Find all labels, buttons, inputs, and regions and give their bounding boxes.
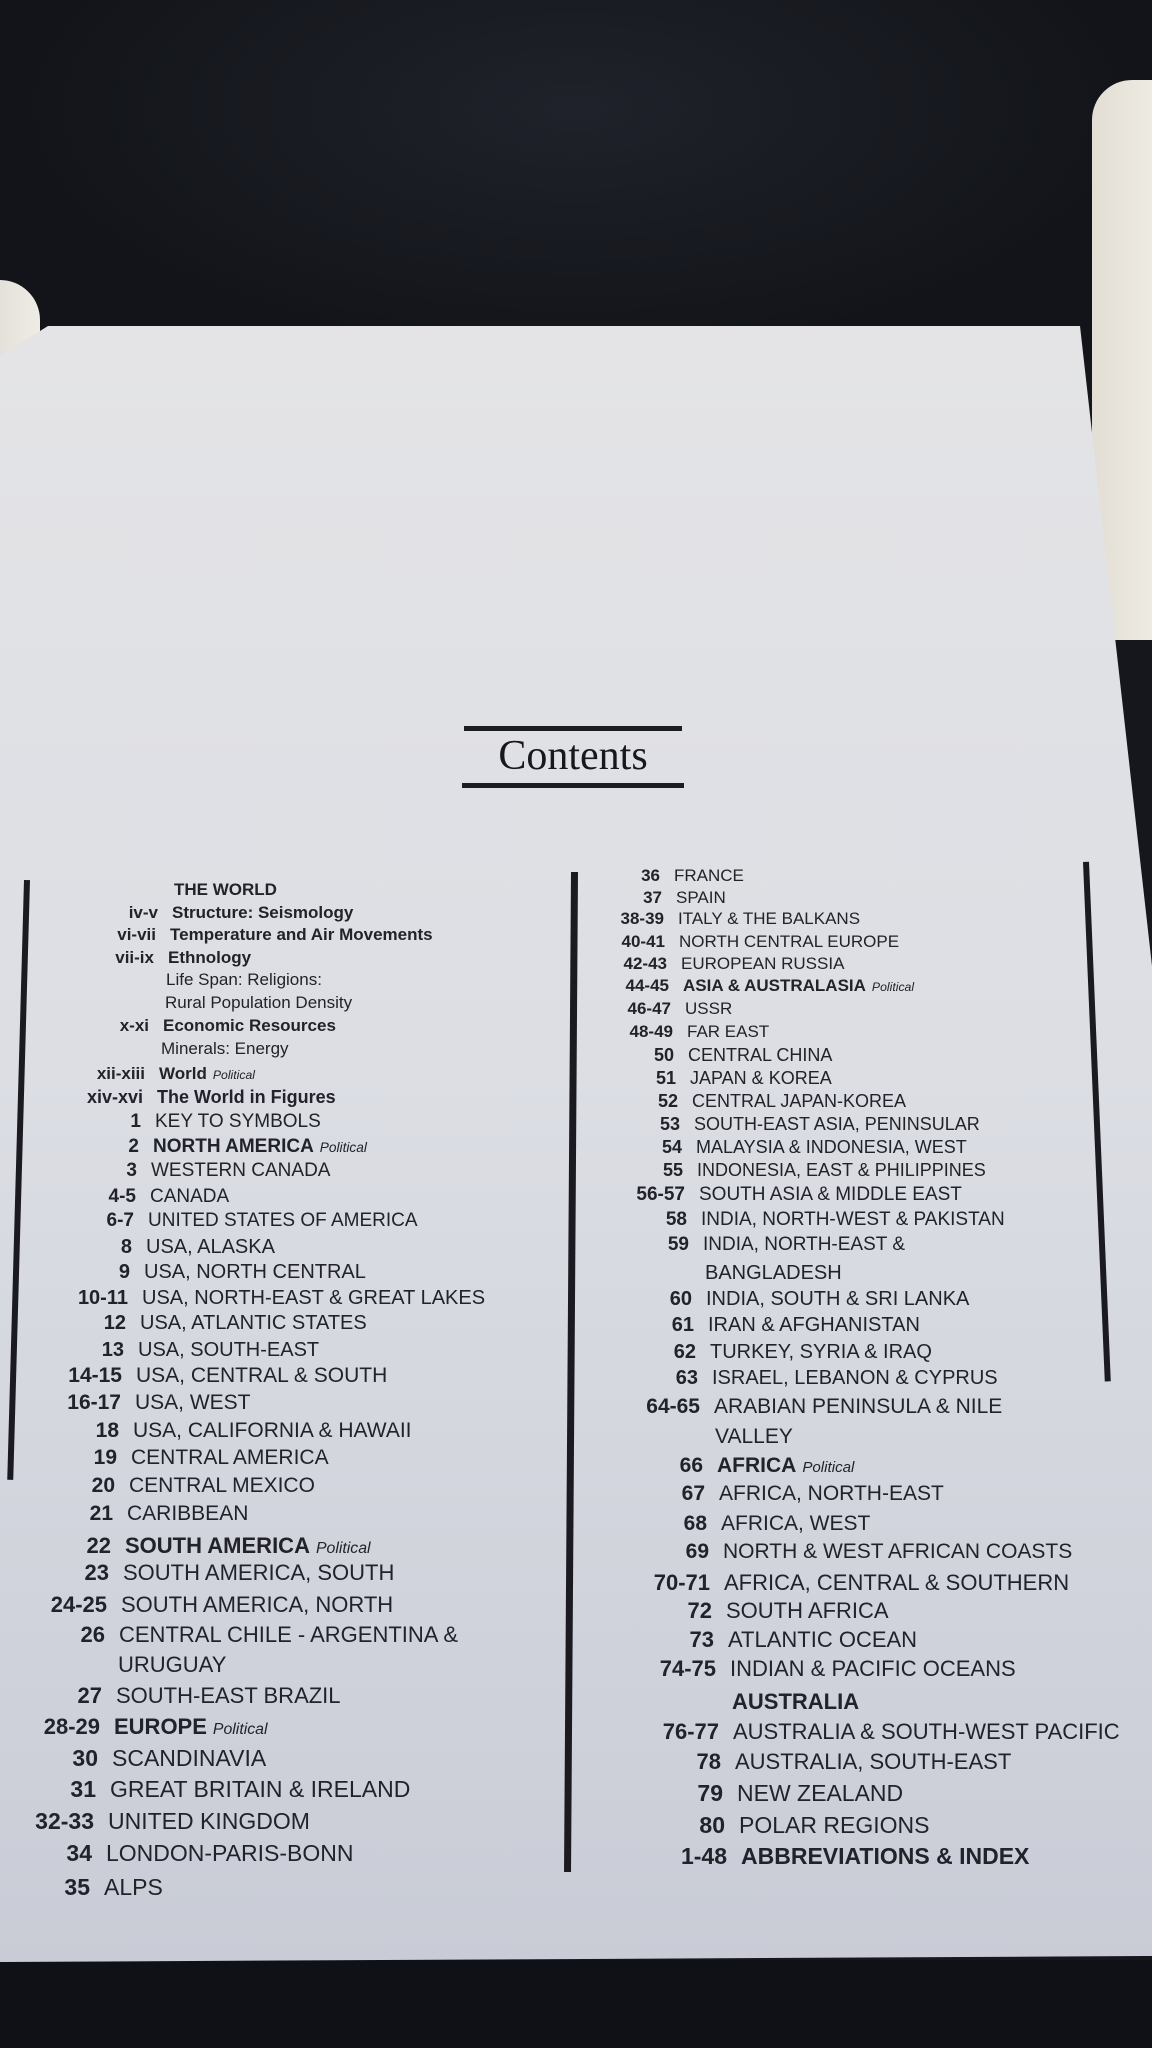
entry-title: IRAN & AFGHANISTAN <box>708 1314 920 1336</box>
contents-entry <box>689 1627 918 1653</box>
entry-title: CENTRAL MEXICO <box>129 1474 315 1497</box>
page-number: 38-39 <box>620 909 664 928</box>
page-number: 62 <box>673 1341 696 1363</box>
entry-title: ALPS <box>104 1874 163 1900</box>
page-number: 42-43 <box>623 954 667 973</box>
page-number: 22 <box>86 1533 111 1558</box>
contents-entry <box>126 1160 331 1182</box>
page-number: 36 <box>641 866 660 885</box>
entry-title: ABBREVIATIONS & INDEX <box>741 1843 1030 1869</box>
contents-entry <box>620 909 861 929</box>
entry-title: ISRAEL, LEBANON & CYPRUS <box>712 1367 998 1389</box>
entry-title: GREAT BRITAIN & IRELAND <box>110 1776 411 1802</box>
entry-title: EUROPEAN RUSSIA <box>681 954 845 973</box>
entry-title: USA, SOUTH-EAST <box>138 1339 320 1361</box>
entry-title: NEW ZEALAND <box>737 1780 904 1806</box>
contents-entry <box>43 1714 268 1740</box>
page-number: 9 <box>118 1261 130 1283</box>
contents-entry <box>623 954 845 974</box>
contents-entry <box>108 1186 230 1208</box>
page-title: Contents <box>498 733 648 779</box>
page-number: 44-45 <box>625 976 669 995</box>
contents-entry <box>72 1745 267 1772</box>
page-number: 79 <box>697 1780 723 1806</box>
contents-entry <box>93 1446 329 1470</box>
page-number: x-xi <box>119 1016 149 1035</box>
page-number: 20 <box>91 1474 115 1497</box>
page-number: 23 <box>84 1560 109 1585</box>
page-number: 59 <box>667 1234 689 1255</box>
contents-entry <box>95 1419 412 1443</box>
contents-entry <box>101 1339 320 1362</box>
entry-title: NORTH CENTRAL EUROPE <box>679 932 900 951</box>
entry-title: AUSTRALIA <box>732 1689 860 1714</box>
page-number: 60 <box>669 1288 692 1310</box>
page-number: 70-71 <box>653 1570 710 1595</box>
entry-title: SPAIN <box>676 888 726 907</box>
page-number: 4-5 <box>108 1186 136 1207</box>
entry-title: SCANDINAVIA <box>112 1745 267 1771</box>
entry-title: AFRICA, CENTRAL & SOUTHERN <box>724 1570 1070 1595</box>
entry-title: CENTRAL JAPAN-KOREA <box>692 1091 907 1111</box>
contents-entry <box>120 1236 275 1259</box>
page-number: 28-29 <box>43 1714 100 1739</box>
contents-entry <box>665 1209 1005 1231</box>
entry-title: MALAYSIA & INDONESIA, WEST <box>696 1137 967 1157</box>
page-number: xiv-xvi <box>86 1087 143 1107</box>
contents-entry <box>86 1533 371 1559</box>
entry-title: TURKEY, SYRIA & IRAQ <box>710 1341 932 1363</box>
page-number: 76-77 <box>662 1719 719 1744</box>
page-number: 55 <box>662 1160 683 1180</box>
contents-entry <box>705 1262 842 1285</box>
page-number: 66 <box>679 1454 703 1477</box>
entry-title: USA, NORTH CENTRAL <box>144 1261 366 1283</box>
contents-entry <box>68 1364 388 1388</box>
page-number: vii-ix <box>115 948 154 967</box>
page-number: 78 <box>696 1749 721 1774</box>
contents-entry <box>174 880 277 900</box>
contents-entry <box>621 932 900 952</box>
heading-rule-top <box>464 726 682 731</box>
entry-title: EUROPE <box>114 1714 207 1739</box>
page-number: xii-xiii <box>96 1064 145 1083</box>
contents-entry <box>115 948 252 968</box>
contents-heading <box>462 722 684 792</box>
page-number: 31 <box>70 1776 96 1802</box>
entry-title: URUGUAY <box>118 1652 227 1677</box>
contents-entry <box>697 1780 904 1807</box>
contents-entry <box>643 888 726 908</box>
entry-title: LONDON-PARIS-BONN <box>106 1840 354 1866</box>
contents-entry <box>89 1502 249 1526</box>
page-number: 54 <box>661 1137 682 1157</box>
contents-entry <box>636 1184 962 1206</box>
contents-entry <box>659 1656 1016 1682</box>
entry-title: NORTH AMERICA <box>153 1136 314 1157</box>
page-number: 69 <box>685 1540 709 1563</box>
contents-entry <box>96 1064 256 1084</box>
contents-entry <box>715 1425 793 1449</box>
entry-title: UNITED STATES OF AMERICA <box>148 1210 418 1231</box>
page-number: 48-49 <box>629 1022 673 1041</box>
page-number: 8 <box>120 1236 132 1258</box>
contents-entry <box>675 1367 998 1390</box>
page-number: vi-vii <box>117 925 156 944</box>
entry-title: SOUTH-EAST BRAZIL <box>116 1683 341 1708</box>
page-number: 27 <box>77 1683 102 1708</box>
page-number: 72 <box>687 1598 712 1623</box>
entry-title: INDIA, NORTH-EAST & <box>703 1234 905 1255</box>
contents-entry <box>696 1749 1012 1775</box>
page-number: 61 <box>671 1314 694 1336</box>
entry-title: SOUTH ASIA & MIDDLE EAST <box>699 1184 962 1205</box>
contents-entry <box>166 970 322 990</box>
page-number: 13 <box>101 1339 124 1361</box>
entry-title: CARIBBEAN <box>127 1502 249 1525</box>
page-number: 37 <box>643 888 662 907</box>
contents-entry <box>687 1598 889 1624</box>
contents-entry <box>680 1843 1030 1870</box>
contents-entry <box>669 1288 970 1311</box>
contents-entry <box>130 1111 321 1133</box>
contents-entry <box>119 1016 336 1036</box>
contents-entry <box>653 1570 1070 1596</box>
contents-entry <box>732 1689 859 1715</box>
contents-entry <box>128 903 354 923</box>
entry-title: SOUTH AMERICA <box>125 1533 310 1558</box>
page-number: 73 <box>689 1627 714 1652</box>
page-number: 32-33 <box>35 1808 94 1834</box>
contents-entry <box>77 1287 486 1310</box>
contents-entry <box>655 1068 832 1089</box>
contents-entry <box>671 1314 920 1337</box>
contents-entry <box>117 925 433 945</box>
entry-title: The World in Figures <box>157 1087 336 1107</box>
entry-title: THE WORLD <box>174 880 277 899</box>
entry-title: AFRICA, NORTH-EAST <box>719 1482 944 1505</box>
page-number: 21 <box>89 1502 113 1525</box>
entry-title: AFRICA <box>717 1454 797 1477</box>
entry-title: CANADA <box>150 1186 230 1207</box>
page-number: 12 <box>103 1312 126 1334</box>
contents-entry <box>118 1652 226 1678</box>
page-number: 6-7 <box>106 1210 134 1231</box>
page-number: 30 <box>72 1745 98 1771</box>
entry-title: Economic Resources <box>163 1016 336 1035</box>
page-number: 67 <box>681 1482 705 1505</box>
contents-entry <box>657 1091 907 1112</box>
page-number: 63 <box>675 1367 698 1389</box>
entry-title: WESTERN CANADA <box>151 1160 331 1181</box>
contents-entry <box>86 1087 336 1108</box>
entry-title: SOUTH AFRICA <box>726 1598 889 1623</box>
entry-title: ITALY & THE BALKANS <box>678 909 861 928</box>
page-number: 56-57 <box>636 1184 685 1205</box>
entry-title: VALLEY <box>715 1425 793 1448</box>
page-number: 10-11 <box>77 1287 128 1309</box>
entry-title: AUSTRALIA, SOUTH-EAST <box>735 1749 1012 1774</box>
contents-entry <box>165 993 352 1013</box>
contents-entry <box>646 1395 1003 1419</box>
page-number: 19 <box>93 1446 117 1469</box>
entry-title: ASIA & AUSTRALASIA <box>683 976 866 995</box>
contents-entry <box>659 1114 980 1135</box>
entry-title: World <box>159 1064 207 1083</box>
contents-entry <box>77 1683 341 1709</box>
entry-title: Structure: Seismology <box>172 903 354 922</box>
page-number: 26 <box>80 1622 105 1647</box>
page-number: 3 <box>126 1160 137 1181</box>
contents-entry <box>103 1312 367 1335</box>
contents-entry <box>64 1874 163 1901</box>
entry-title: USA, ATLANTIC STATES <box>140 1312 367 1334</box>
entry-title: Rural Population Density <box>165 993 353 1012</box>
contents-entry <box>685 1540 1073 1564</box>
page-number: 34 <box>66 1840 92 1866</box>
entry-title: AFRICA, WEST <box>721 1512 871 1535</box>
page-number: 52 <box>657 1091 678 1111</box>
entry-title: USA, NORTH-EAST & GREAT LAKES <box>142 1287 486 1309</box>
contents-entry <box>128 1136 367 1158</box>
entry-title: KEY TO SYMBOLS <box>155 1111 321 1132</box>
page-number: 24-25 <box>50 1592 107 1617</box>
contents-entry <box>627 999 733 1019</box>
political-tag: Political <box>212 1068 256 1082</box>
page-number: 46-47 <box>627 999 671 1018</box>
entry-title: USSR <box>685 999 733 1018</box>
page-number: 2 <box>128 1136 139 1157</box>
page-number: 51 <box>655 1068 676 1088</box>
contents-entry <box>662 1719 1120 1745</box>
entry-title: ATLANTIC OCEAN <box>728 1627 918 1652</box>
entry-title: NORTH & WEST AFRICAN COASTS <box>723 1540 1073 1563</box>
entry-title: CENTRAL CHINA <box>688 1045 833 1065</box>
entry-title: INDIA, NORTH-WEST & PAKISTAN <box>701 1209 1005 1230</box>
political-tag: Political <box>319 1140 367 1155</box>
page-number: 1-48 <box>680 1843 727 1869</box>
entry-title: Life Span: Religions: <box>166 970 322 989</box>
page-number: 35 <box>64 1874 90 1900</box>
contents-entry <box>35 1808 310 1835</box>
entry-title: UNITED KINGDOM <box>108 1808 310 1834</box>
political-tag: Political <box>315 1540 371 1557</box>
contents-entry <box>66 1840 354 1867</box>
contents-entry <box>91 1474 315 1498</box>
contents-entry <box>625 976 915 996</box>
entry-title: Minerals: Energy <box>161 1039 289 1058</box>
contents-entry <box>161 1039 289 1059</box>
page-number: 40-41 <box>621 932 665 951</box>
entry-title: AUSTRALIA & SOUTH-WEST PACIFIC <box>733 1719 1120 1744</box>
contents-entry <box>653 1045 833 1066</box>
page-number: 18 <box>95 1419 119 1442</box>
contents-entry <box>67 1391 251 1415</box>
contents-entry <box>641 866 744 886</box>
entry-title: CENTRAL CHILE - ARGENTINA & <box>119 1622 459 1647</box>
heading-rule-bottom <box>462 783 684 788</box>
contents-entry <box>70 1776 411 1803</box>
political-tag: Political <box>871 980 915 994</box>
background-bottom <box>0 1960 1152 2048</box>
page-number: 74-75 <box>659 1656 716 1681</box>
entry-title: USA, WEST <box>135 1391 251 1414</box>
entry-title: BANGLADESH <box>705 1262 842 1284</box>
page-number: 1 <box>130 1111 141 1132</box>
contents-entry <box>118 1261 366 1284</box>
political-tag: Political <box>212 1721 268 1738</box>
contents-entry <box>106 1210 418 1232</box>
page-number: 14-15 <box>68 1364 122 1387</box>
page-number: 68 <box>683 1512 707 1535</box>
contents-entry <box>80 1622 459 1648</box>
contents-entry <box>661 1137 967 1158</box>
entry-title: FRANCE <box>674 866 744 885</box>
contents-entry <box>683 1512 871 1536</box>
entry-title: INDIA, SOUTH & SRI LANKA <box>706 1288 970 1310</box>
contents-entry <box>629 1022 770 1042</box>
entry-title: SOUTH-EAST ASIA, PENINSULAR <box>694 1114 980 1134</box>
entry-title: CENTRAL AMERICA <box>131 1446 329 1469</box>
entry-title: SOUTH AMERICA, SOUTH <box>123 1560 395 1585</box>
entry-title: SOUTH AMERICA, NORTH <box>121 1592 394 1617</box>
contents-entry <box>662 1160 986 1181</box>
entry-title: INDIAN & PACIFIC OCEANS <box>730 1656 1016 1681</box>
contents-entry <box>673 1341 932 1364</box>
entry-title: FAR EAST <box>687 1022 770 1041</box>
page-number: 80 <box>699 1812 725 1838</box>
entry-title: JAPAN & KOREA <box>690 1068 832 1088</box>
contents-entry <box>667 1234 905 1256</box>
contents-entry <box>681 1482 944 1506</box>
entry-title: Temperature and Air Movements <box>170 925 433 944</box>
political-tag: Political <box>802 1459 855 1476</box>
contents-entry <box>84 1560 395 1586</box>
page-number: iv-v <box>128 903 158 922</box>
page-number: 50 <box>653 1045 674 1065</box>
entry-title: INDONESIA, EAST & PHILIPPINES <box>697 1160 986 1180</box>
page-number: 58 <box>665 1209 687 1230</box>
page-number: 64-65 <box>646 1395 700 1418</box>
background-top <box>0 0 1152 360</box>
entry-title: Ethnology <box>168 948 252 967</box>
entry-title: POLAR REGIONS <box>739 1812 930 1838</box>
entry-title: USA, ALASKA <box>146 1236 275 1258</box>
contents-entry <box>679 1454 855 1478</box>
entry-title: USA, CENTRAL & SOUTH <box>136 1364 388 1387</box>
page-number: 16-17 <box>67 1391 121 1414</box>
entry-title: USA, CALIFORNIA & HAWAII <box>133 1419 412 1442</box>
page-number: 53 <box>659 1114 680 1134</box>
entry-title: ARABIAN PENINSULA & NILE <box>714 1395 1003 1418</box>
contents-entry <box>699 1812 930 1839</box>
contents-entry <box>50 1592 394 1618</box>
